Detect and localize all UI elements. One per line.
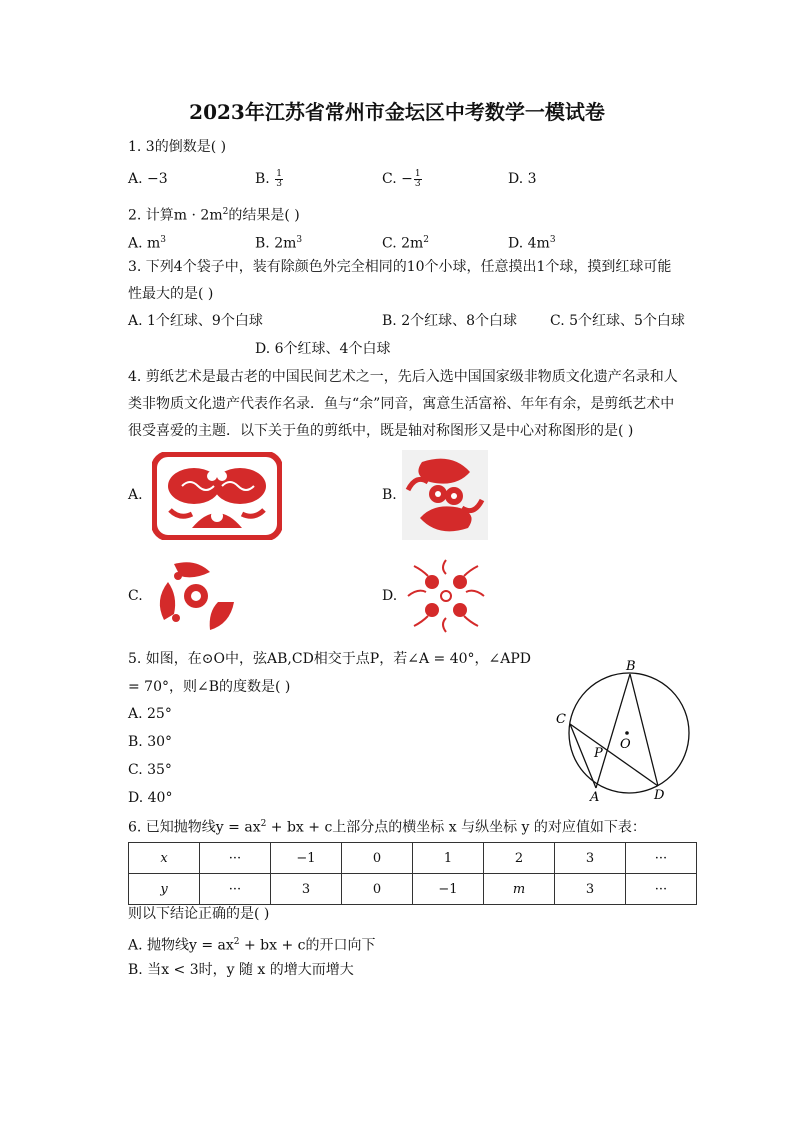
circle-o: [569, 673, 689, 793]
q3-option-c: C. 5个红球、5个白球: [550, 313, 685, 329]
q4-option-a-label: A.: [128, 487, 143, 503]
q2-stem-exponent: 2: [222, 207, 229, 217]
q1-option-b-prefix: B.: [255, 171, 270, 187]
chord-ab: [596, 674, 630, 788]
q2-option-c-base: C. 2m: [382, 235, 424, 252]
q4-stem-line1: 4. 剪纸艺术是最古老的中国民间艺术之一，先后入选中国国家级非物质文化遗产名录和人: [128, 369, 678, 385]
q6-value-table: [128, 842, 697, 905]
center-point: [625, 731, 629, 735]
table-cell: ···: [626, 874, 697, 905]
q2-option-d-exponent: 3: [549, 235, 556, 245]
q5-circle-diagram: [550, 656, 695, 804]
q3-option-d: D. 6个红球、4个白球: [255, 341, 391, 357]
table-cell: 3: [555, 874, 626, 905]
table-cell: −1: [413, 874, 484, 905]
q2-option-a-base: A. m: [128, 235, 161, 252]
label-p: P: [594, 746, 603, 761]
table-cell: ···: [626, 843, 697, 874]
table-cell: 2: [484, 843, 555, 874]
papercut-three-fish-image: [154, 556, 238, 636]
table-cell: m: [484, 874, 555, 905]
q2-option-a-exponent: 3: [160, 235, 167, 245]
q6-option-b: B. 当x < 3时，y 随 x 的增大而增大: [128, 962, 354, 978]
q4-stem-line3: 很受喜爱的主题．以下关于鱼的剪纸中，既是轴对称图形又是中心对称图形的是( ): [128, 423, 634, 439]
q2-option-c-exponent: 2: [423, 235, 430, 245]
q5-stem-line2: = 70°，则∠B的度数是( ): [128, 679, 291, 695]
q1-option-b-denominator: 3: [276, 178, 282, 189]
table-cell: −1: [271, 843, 342, 874]
label-c: C: [556, 712, 566, 727]
q1-option-b: [255, 165, 284, 193]
q1-stem: 1. 3的倒数是( ): [128, 139, 227, 155]
q4-option-b-label: B.: [382, 487, 397, 503]
q6-stem-post: + bx + c上部分点的横坐标 x 与纵坐标 y 的对应值如下表：: [266, 819, 646, 836]
q5-option-c: C. 35°: [128, 762, 172, 778]
table-cell: ···: [200, 843, 271, 874]
q6-option-a-exponent: 2: [233, 937, 240, 947]
q6-then: 则以下结论正确的是( ): [128, 906, 270, 922]
label-d: D: [654, 788, 665, 803]
q5-option-b: B. 30°: [128, 734, 173, 750]
label-b: B: [626, 659, 636, 674]
q2-option-d-base: D. 4m: [508, 235, 550, 252]
q1-option-b-fraction: [275, 170, 283, 189]
page-title: 2023年江苏省常州市金坛区中考数学一模试卷: [189, 100, 605, 124]
table-cell: y: [129, 874, 200, 905]
q2-option-b-base: B. 2m: [255, 235, 297, 252]
table-cell: x: [129, 843, 200, 874]
table-cell: 3: [271, 874, 342, 905]
q3-stem-line1: 3. 下列4个袋子中，装有除颜色外完全相同的10个小球，任意摸出1个球，摸到红球可能: [128, 259, 672, 275]
papercut-rotating-fish-image: [402, 450, 488, 540]
label-o: O: [620, 737, 631, 752]
q1-option-c-fraction: [414, 170, 422, 189]
table-row-x: [129, 843, 697, 874]
table-cell: 0: [342, 843, 413, 874]
q2-stem-pre: 2. 计算m · 2m: [128, 207, 223, 224]
q1-option-c-numerator: 1: [414, 168, 421, 179]
table-cell: 0: [342, 874, 413, 905]
q2-stem: [128, 198, 300, 230]
q4-option-d-label: D.: [382, 588, 398, 604]
q2-option-b-exponent: 3: [296, 235, 303, 245]
papercut-fish-pair-image: [152, 452, 282, 540]
table-cell: ···: [200, 874, 271, 905]
q1-option-d: D. 3: [508, 171, 537, 187]
q6-stem: [128, 810, 646, 842]
q5-stem-line1: 5. 如图，在⊙O中，弦AB,CD相交于点P，若∠A = 40°，∠APD: [128, 651, 531, 667]
q3-option-b: B. 2个红球、8个白球: [382, 313, 518, 329]
q1-option-c-denominator: 3: [414, 178, 421, 189]
label-a: A: [590, 790, 600, 804]
q6-option-a-pre: A. 抛物线y = ax: [128, 937, 234, 954]
q6-stem-pre: 6. 已知抛物线y = ax: [128, 819, 261, 836]
q2-stem-post: 的结果是( ): [228, 207, 300, 224]
table-cell: 3: [555, 843, 626, 874]
q1-option-c: [382, 165, 423, 193]
q3-stem-line2: 性最大的是( ): [128, 286, 214, 302]
table-cell: 1: [413, 843, 484, 874]
q6-option-a-post: + bx + c的开口向下: [239, 937, 376, 954]
q1-option-b-numerator: 1: [276, 168, 282, 179]
q3-option-a: A. 1个红球、9个白球: [128, 313, 263, 329]
q5-option-a: A. 25°: [128, 706, 172, 722]
q4-option-c-label: C.: [128, 588, 143, 604]
q1-option-a: A. −3: [128, 171, 168, 187]
papercut-four-fish-image: [404, 556, 488, 636]
q6-stem-exponent: 2: [260, 819, 267, 829]
q6-option-a: [128, 928, 376, 960]
q4-stem-line2: 类非物质文化遗产代表作名录．鱼与“余”同音，寓意生活富裕、年年有余，是剪纸艺术中: [128, 396, 675, 412]
q5-option-d: D. 40°: [128, 790, 173, 806]
q1-option-c-prefix: C. −: [382, 171, 413, 187]
